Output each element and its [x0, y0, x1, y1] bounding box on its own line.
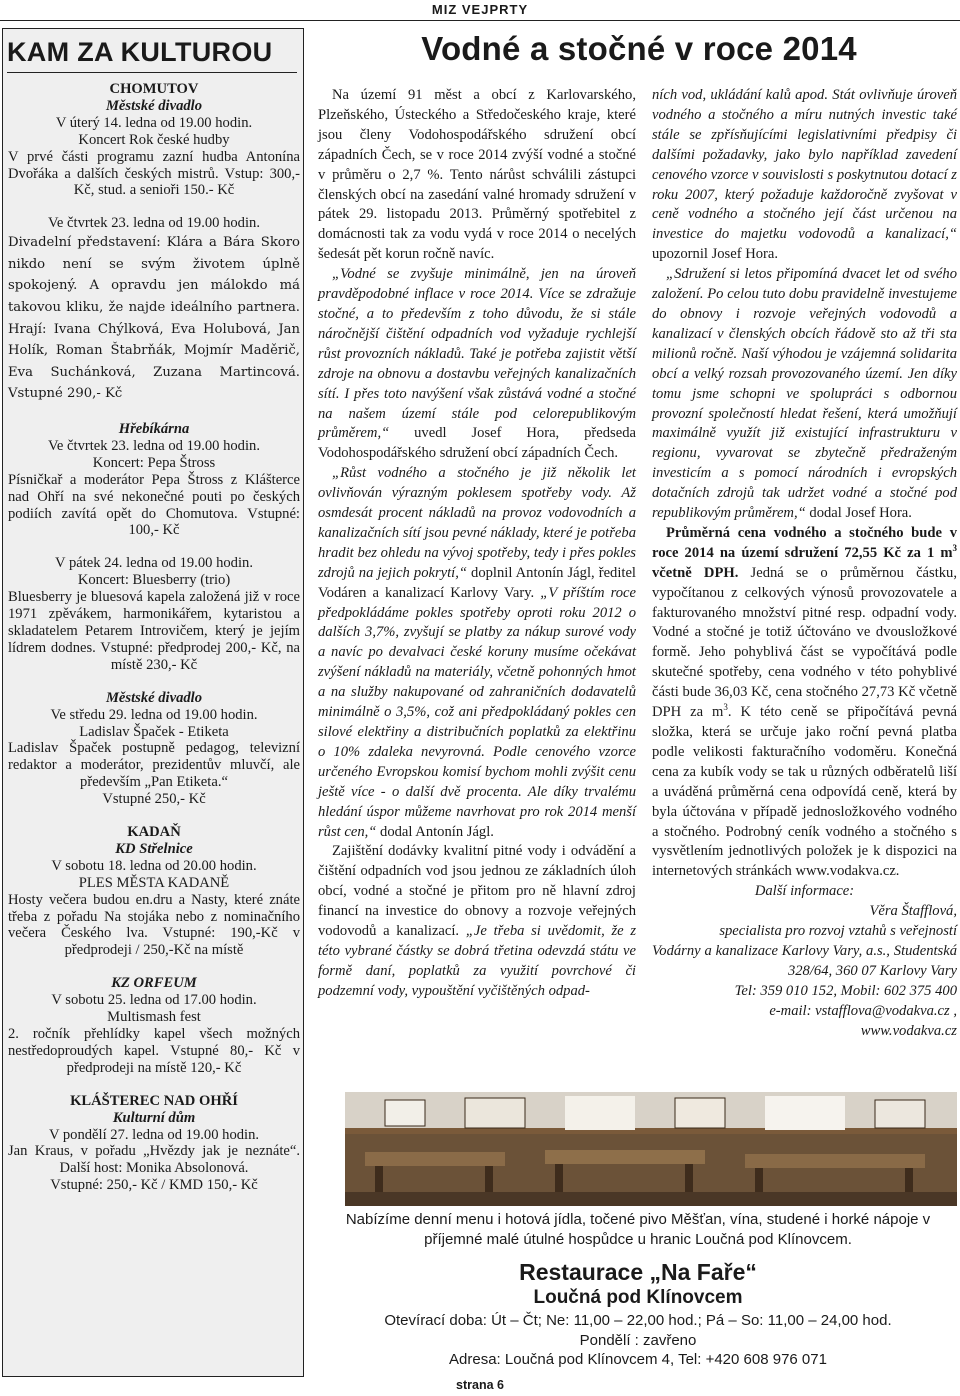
event-title: PLES MĚSTA KADANĚ [78, 874, 230, 891]
event-date: V sobotu 25. ledna od 17.00 hodin. [51, 992, 257, 1009]
ad-closed: Pondělí : zavřeno [579, 1331, 697, 1349]
venue-kd-strelnice: KD Střelnice [115, 840, 193, 857]
paragraph: Na území 91 měst a obcí z Karlovarského, Plzeňského, Ústeckého a Středočeského kraje, které jsou členy Vodohospodářského sdružení obcí západních Čech, se v roce 2014 zvýší vodné a stočné v průměru o 2,7 %. Tento nárůst schválili zástupci členských obcí na zasedání valné hromady sdružení v pátek 29. listopadu 2013. Průměrný spotřebitel z domácnosti tak za vodu vydá v roce 2014 o necelých šedesát pět korun ročně navíc. [318, 87, 636, 263]
paragraph: ních vod, ukládání kalů apod. Stát ovlivňuje úroveň vodného a stočného a míru nutných investic také stále se zpřísňujícími legislativními předpisy či dalšími požadavky, jako bylo například zavedení cenového vzorce v souvislosti s poskytnutou dotací z roku 2007, který požaduje každoročně zvyšovat v ceně vodného a stočného její část určenou na investice do majetku vodovodů a kanalizací,“ upozornil Josef Hora. [652, 87, 957, 263]
ad-title: Restaurace „Na Faře“ [519, 1259, 757, 1285]
event-desc: Ladislav Špaček postupně pedagog, televizní redaktor a moderátor, prezidentův mluvčí, ale především „Pan Etiketa.“ [8, 740, 300, 791]
venue-kulturni-dum: Kulturní dům [112, 1109, 196, 1126]
event-desc: 2. ročník přehlídky kapel všech možných nestředoproudých kapel. Vstupné 80,- Kč v předprodeji na místě 120,- Kč [8, 1026, 300, 1076]
venue-mestske-divadlo: Městské divadlo [105, 97, 203, 114]
culture-title: KAM ZA KULTUROU [7, 37, 273, 67]
article-column-1 [318, 86, 636, 1002]
event-date: V pátek 24. ledna od 19.00 hodin. [55, 555, 253, 572]
event-title: Multismash fest [107, 1009, 201, 1026]
event-title: Koncert Rok české hudby [78, 131, 230, 148]
article-column-2 [652, 86, 957, 1042]
paragraph: „Sdružení si letos připomíná dvacet let od svého založení. Po celou tuto dobu pravidelně investujeme do obnovy i rozvoje veřejných vodovodů a kanalizací v členských obcích řádově sto až tři sta milionů ročně. Naší výhodou je vzájemná solidarita obcí a velký rozsah provozovaného území. Jen díky tomu jsme schopni ve spolupráci s odbornou provozní společností hledat řešení, která umožňují maximálně využít již existující infrastrukturu v regionu, vyvarovat se zbytečně předraženým investicím a s pomocí národních i evropských dotačních zdrojů tak udržet vodné a stočné pod republikovým průměrem,“ dodal Josef Hora. [652, 266, 957, 522]
city-klasterec: KLÁŠTEREC NAD OHŘÍ [70, 1092, 238, 1109]
city-chomutov: CHOMUTOV [109, 81, 199, 97]
event-desc: Bluesberry je bluesová kapela založená již v roce 1971 zpěvákem, harmonikářem, kytaristou a skladatelem Petarem Introvičem, který je jejím lídrem dodnes. Vstupné: předprodej 200,- Kč, na místě 230,- Kč [8, 589, 300, 673]
event-date: V sobotu 18. ledna od 20.00 hodin. [51, 857, 257, 874]
venue-kz-orfeum: KZ ORFEUM [111, 975, 197, 992]
restaurant-ad [318, 1210, 958, 1370]
contact-company: Vodárny a kanalizace Karlovy Vary, a.s., Studentská 328/64, 360 07 Karlovy Vary [652, 942, 957, 979]
city-kadan: KADAŇ [127, 824, 181, 841]
event-desc: Hosty večera budou en.dru a Nasty, které znáte třeba z pořadu Na stojáka nebo z nominačního večera Českého lva. Vstupné: 190,-Kč v předprodeji / 250,-Kč na místě [8, 891, 300, 959]
culture-box [2, 28, 304, 1377]
culture-body [3, 73, 303, 1194]
event-desc: V prvé části programu zazní hudba Antonína Dvořáka a dalších českých mistrů. Vstup: 300,- Kč, stud. a senioři 150.- Kč [8, 148, 300, 199]
event-title: Koncert: Bluesberry (trio) [77, 572, 231, 589]
event-date: Ve čtvrtek 23. ledna od 19.00 hodin. [48, 437, 260, 454]
event-title: Ladislav Špaček - Etiketa [79, 723, 229, 740]
ad-location: Loučná pod Klínovcem [533, 1287, 743, 1308]
more-info-label: Další informace: [754, 883, 855, 900]
event-date: V úterý 14. ledna od 19.00 hodin. [55, 114, 253, 131]
contact-phone: Tel: 359 010 152, Mobil: 602 375 400 [734, 982, 957, 999]
event-desc: Písničkař a moderátor Pepa Štross z Klášterce nad Ohří na své nekonečné pouti po českých podiích zavítá opět do Chomutova. Vstupné: 100,- Kč [8, 471, 300, 539]
contact-email: e-mail: vstafflova@vodakva.cz , [769, 1002, 957, 1019]
venue-mestske-divadlo-2: Městské divadlo [105, 689, 203, 706]
page-number: strana 6 [456, 1378, 504, 1392]
event-desc: Divadelní představení: Klára a Bára Skoro nikdo není se svým životem úplně spokojený. A opravdu jen málokdo má takovou kliku, že najde ideálního partnera. Hrají: Ivana Chýlková, Eva Holubová, Jan Holík, Roman Štabrňák, Mojmír Maděrič, Eva Suchánková, Zuzana Martincová. Vstupné 290,- Kč [8, 235, 300, 402]
paragraph: Zajištění dodávky kvalitní pitné vody i odvádění a čištění odpadních vod jsou jednou ze základních úloh obcí, vodné a stočné je přitom pro ně hlavní zdroj financí na investice do obnovy a rozvoje veřejných vodovodů a kanalizací. „Je třeba si uvědomit, že z této vybrané částky se dobrá třetina odevzdá státu ve formě daní, poplatků za využití povrchové či podzemní vody, vypouštění vyčištěných odpad- [318, 843, 636, 999]
paragraph: „Vodné se zvyšuje minimálně, jen na úroveň pravděpodobné inflace v roce 2014. Více se zdražuje stočné, a to především z toho důvodu, že si stále náročnější čištění odpadních vod vyžaduje rychlejší růst provozních nákladů. Také je potřeba zajistit větší zdroje na obnovu a dostavbu veřejných kanalizačních sítí. I přes toto navýšení však zůstává vodné a stočné na našem území stále pod celorepublikovým průměrem,“ uvedl Josef Hora, předseda Vodohospodářského sdružení obcí západních Čech. [318, 266, 636, 462]
event-date: V pondělí 27. ledna od 19.00 hodin. [48, 1126, 260, 1143]
venue-hrebikarna: Hřebíkárna [118, 421, 190, 437]
ad-address: Adresa: Loučná pod Klínovcem 4, Tel: +420 608 976 071 [449, 1351, 827, 1368]
contact-name: Věra Štafflová, [869, 903, 957, 920]
article-headline: Vodné a stočné v roce 2014 [421, 30, 857, 67]
paragraph: „Růst vodného a stočného je již několik let ovlivňován výrazným poklesem spotřeby vody. Až osmdesát procent nákladů na provoz vodovodních a kanalizačních sítí jsou pevné náklady, které je potřeba hradit bez ohledu na vývoj spotřeby, tedy i přes pokles zdrojů na jejich pokrytí,“ doplnil Antonín Jágl, ředitel Vodáren a kanalizací Karlovy Vary. „V příštím roce předpokládáme pokles spotřeby oproti roku 2012 o dalších 3,7%, zvyšují se platby za nákup surové vody a navíc po devalvaci české koruny musíme očekávat zvýšení nákladů na materiály, včetně pohonných hmot a na služby nakupované od zahraničních dodavatelů minimálně o 3,5%, což ani předpokládaný pokles cen silové elektřiny a distribučních poplatků za elektřinu o 10% zdaleka nevyrovná. Podle cenového vzorce určeného Evropskou komisí bychom mohli zvýšit cenu ještě více - o další dvě procenta. Ale díky trvalému hledání úspor můžeme navrhovat pro rok 2014 menší růst cen,“ dodal Antonín Jágl. [318, 465, 637, 840]
contact-web: www.vodakva.cz [860, 1022, 957, 1039]
restaurant-interior-photo [345, 1092, 957, 1206]
event-price: Vstupné 250,- Kč [102, 791, 206, 808]
event-desc: Jan Kraus, v pořadu „Hvězdy jak je neznáte“. Další host: Monika Absolonová. [8, 1143, 300, 1177]
paragraph: Průměrná cena vodného a stočného bude v roce 2014 na území sdružení 72,55 Kč za 1 $m^3$ včetně DPH. Jedná se o průměrnou částku, vypočítanou z celkových výnosů provozovatele a fakturovaného množství pitné resp. odpadní vody. Vodné a stočné je totiž účtováno ve dvousložkové formě. Jeho pohyblivá část se vypočítává podle skutečné spotřeby, cena vodného v této pohyblivé části bude 36,03 Kč, cena stočného 27,73 Kč včetně DPH za $m^3$. K této ceně se připočítává pevná složka, která se určuje jako roční pevná platba podle velikosti fakturačního vodoměru. Konečná cena za kubík vody se tak u různých odběratelů liší a uváděná průměrná cena odpovídá ceně, která by byla účtována v případě jednosložkového vodného a stočného. Podrobný ceník vodného a stočného s vysvětlením jednotlivých položek je k dispozici na internetových stránkách www.vodakva.cz. [652, 524, 957, 880]
event-date: Ve středu 29. ledna od 19.00 hodin. [50, 706, 258, 723]
ad-intro: Nabízíme denní menu i hotová jídla, točené pivo Měšťan, vína, studené i horké nápoje v příjemné malé útulné hospůdce u hranic Loučná pod Klínovcem. [345, 1211, 931, 1248]
event-title: Koncert: Pepa Štross [92, 454, 216, 471]
event-date: Ve čtvrtek 23. ledna od 19.00 hodin. [48, 215, 260, 232]
section-header: MIZ VEJPRTY [431, 2, 529, 17]
header-rule [0, 20, 960, 21]
event-price: Vstupné: 250,- Kč / KMD 150,- Kč [50, 1177, 258, 1194]
ad-hours: Otevírací doba: Út – Čt; Ne: 11,00 – 22,00 hod.; Pá – So: 11,00 – 24,00 hod. [384, 1312, 892, 1329]
contact-role: specialista pro rozvoj vztahů s veřejností [719, 923, 957, 940]
